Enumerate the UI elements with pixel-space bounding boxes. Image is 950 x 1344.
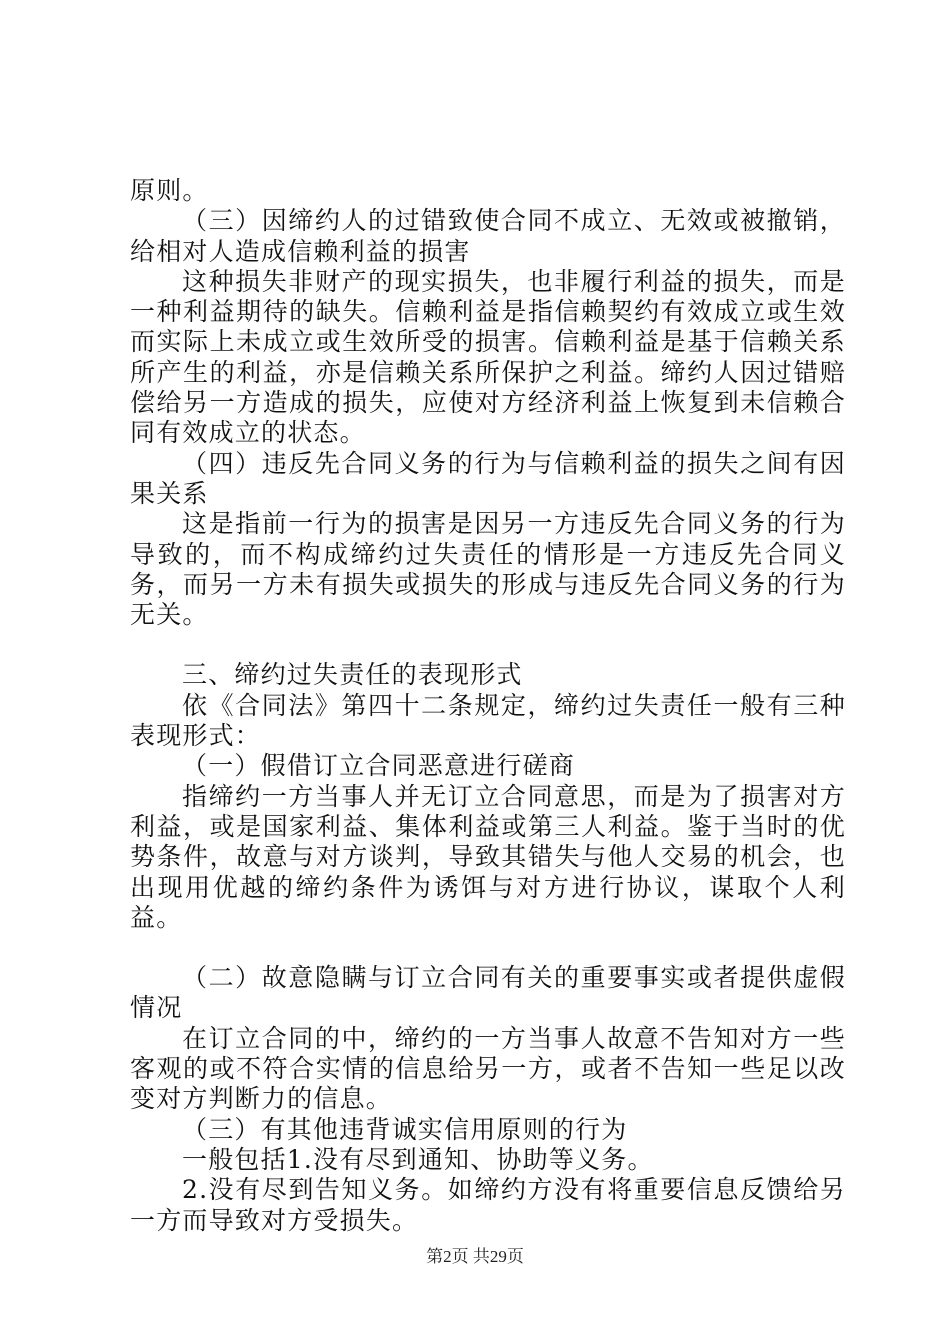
document-body — [130, 176, 846, 1236]
paragraph-12-heading: （三）有其他违背诚实信用原则的行为 — [182, 1114, 628, 1144]
paragraph-5: 这是指前一行为的损害是因另一方违反先合同义务的行为导致的，而不构成缔约过失责任的情形是一方违反先合同义务，而另一方未有损失或损失的形成与违反先合同义务的行为无关。 — [130, 509, 846, 630]
paragraph-13: 一般包括1.没有尽到通知、协助等义务。 — [182, 1144, 654, 1174]
paragraph-8-heading: （一）假借订立合同恶意进行磋商 — [182, 751, 576, 781]
paragraph-10-heading: （二）故意隐瞒与订立合同有关的重要事实或者提供虚假情况 — [130, 963, 846, 1023]
paragraph-2-heading: （三）因缔约人的过错致使合同不成立、无效或被撤销，给相对人造成信赖利益的损害 — [130, 206, 846, 266]
paragraph-7: 依《合同法》第四十二条规定，缔约过失责任一般有三种表现形式： — [130, 690, 846, 751]
paragraph-14: 2.没有尽到告知义务。如缔约方没有将重要信息反馈给另一方而导致对方受损失。 — [130, 1175, 846, 1235]
paragraph-3: 这种损失非财产的现实损失，也非履行利益的损失，而是一种利益期待的缺失。信赖利益是指信赖契约有效成立或生效而实际上未成立或生效所受的损害。信赖利益是基于信赖关系所产生的利益，亦是信赖关系所保护之利益。缔约人因过错赔偿给另一方造成的损失，应使对方经济利益上恢复到未信赖合同有效成立的状态。 — [130, 266, 846, 448]
paragraph-11: 在订立合同的中，缔约的一方当事人故意不告知对方一些客观的或不符合实情的信息给另一方，或者不告知一些足以改变对方判断力的信息。 — [130, 1023, 846, 1114]
paragraph-9: 指缔约一方当事人并无订立合同意思，而是为了损害对方利益，或是国家利益、集体利益或第三人利益。鉴于当时的优势条件，故意与对方谈判，导致其错失与他人交易的机会，也出现用优越的缔约条件为诱饵与对方进行协议，谋取个人利益。 — [130, 781, 846, 932]
paragraph-4-heading: （四）违反先合同义务的行为与信赖利益的损失之间有因果关系 — [130, 448, 846, 508]
paragraph-1: 原则。 — [130, 176, 209, 205]
section-heading: 三、缔约过失责任的表现形式 — [182, 660, 523, 690]
page-footer: 第2页 共29页 — [426, 1247, 524, 1266]
